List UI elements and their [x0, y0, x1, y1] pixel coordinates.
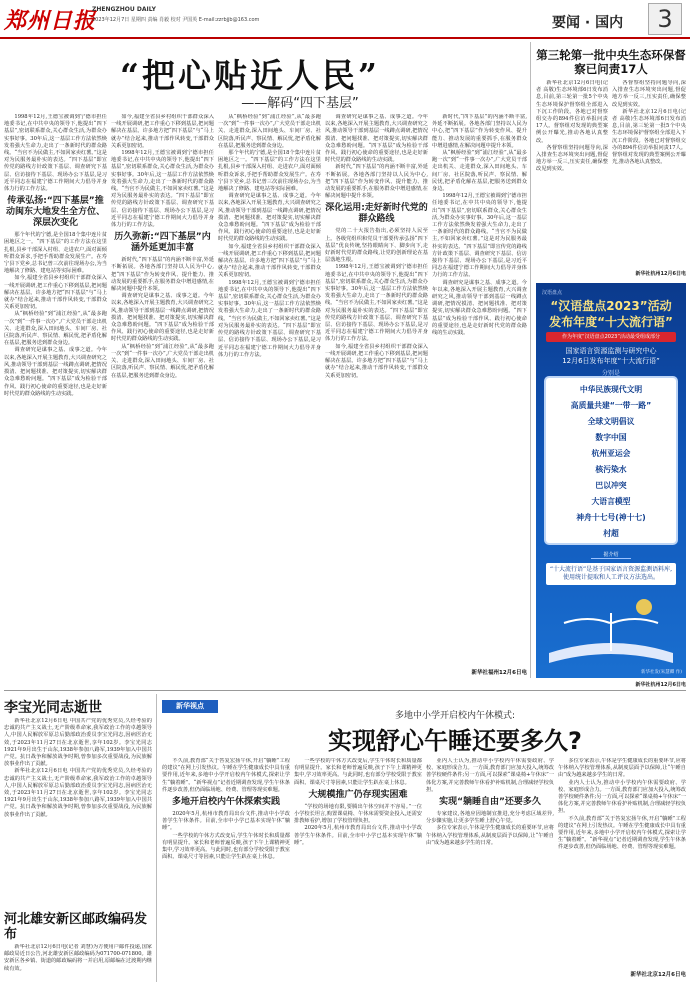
inspection-credit: 新华社杭州12月6日电 — [635, 271, 686, 277]
nap-text: 不久前,教育部“关于答复宏扬午休,开启“躺睡”工程的建议”在网上引发热议。午睡在学生健康成长中具有重要作用,近年来,多地中小学开启校内午休模式,探索让学生“躺着睡”。“新华视点”记者近期调查发现,学生午休条件逐步改善,但仍面临场地、经费、管理等现实难题。 — [162, 758, 290, 793]
inspection-column-2 — [612, 80, 686, 280]
nap-text: 专家建议,各地应因地制宜推进,充分考虑区域差异,分步骤实施,让更多学生睡上舒心午觉。 — [426, 811, 554, 825]
newspaper-logo: 郑州日报 — [4, 8, 97, 34]
buzzword-item: 大语言模型 — [591, 497, 631, 506]
page-number: 3 — [648, 3, 682, 35]
obituary-headline: 李宝光同志逝世 — [4, 700, 102, 716]
nap-column-1 — [162, 758, 290, 978]
lead-text: 从“枫桥经验”到“浦江经验”,从“最多跑一次”到“一件事一次办”,广大党员干部走出机关、走进群众,深入田间地头、车间厂房、社区院落,听民声、察民情、解民忧,把矛盾化解在基层,把服务送到群众身边。 — [218, 114, 321, 149]
lead-text: 新时代,“四下基层”的内涵不断丰富,外延不断拓展。各地各部门坚持以人民为中心,把“四下基层”作为转变作风、提升能力、推动发展的重要抓手,在服务群众中增进感情,在解决问题中提升本领。 — [432, 114, 527, 149]
divider-vertical — [156, 694, 157, 982]
lead-subheadline: ——解码“四下基层” — [241, 96, 359, 111]
lead-text: 新时代,“四下基层”的内涵不断丰富,外延不断拓展。各地各部门坚持以人民为中心,把“四下基层”作为转变作风、提升能力、推动发展的重要抓手,在服务群众中增进感情,在解决问题中提升本领。 — [325, 164, 428, 200]
lead-column-1 — [4, 114, 107, 666]
lead-text: 1998年12月,王德宝被调到宁德市担任地委书记,在中共中央的领导下,他提出“四下基层”,密切联系群众,关心群众生活,为群众办实事好事。30年后,这一基层工作方法依然焕发着强大生命力,走出了一条新时代的群众路线。“当官不为民做主,不如回家卖红薯。”这是对为民服务最朴实的表达。“四下基层”即宣传党的路线方针政策下基层、调查研究下基层、信访接待下基层、现场办公下基层,是习近平同志在福建宁德工作期间大力倡导并身体力行的工作方法。 — [111, 150, 214, 229]
lead-column-2 — [111, 114, 214, 666]
inspection-text: 各督察组坚持问题导向,深入排查生态环境突出问题,督促地方举一反三,压实责任,确保整改见到实效。 — [536, 144, 608, 173]
lead-column-5 — [432, 114, 527, 666]
lead-text: 调查研究是谋事之基、成事之道。今年以来,各地深入开展主题教育,大兴调查研究之风,推动领导干部到基层一线蹲点调研,把情况摸清、把问题找准、把对策提实,切实解决群众急难愁盼问题。“四下基层”成为检验干部作风、践行初心使命的重要途径,也是走好新时代党的群众路线的生动实践。 — [432, 279, 527, 337]
lead-text: 1998年12月,王德宝被调到宁德市担任地委书记,在中共中央的领导下,他提出“四下基层”,密切联系群众,关心群众生活,为群众办实事好事。30年后,这一基层工作方法依然焕发着强大生命力,走出了一条新时代的群众路线。“当官不为民做主,不如回家卖红薯。”这是对为民服务最朴实的表达。“四下基层”即宣传党的路线方针政策下基层、调查研究下基层、信访接待下基层、现场办公下基层,是习近平同志在福建宁德工作期间大力倡导并身体力行的工作方法。 — [218, 279, 321, 358]
inspection-text: 新华社北京12月6日电(记者 高敬)生态环境部6日发布消息,目前,第三轮第一批5个中央生态环境保护督察组全部进入下沉工作阶段。各地已对督察组交办的894件信访举报问责17人。督察组对发现的典型案例公开曝光,推动各地认真整改。 — [612, 108, 686, 166]
nap-section-label: 新华视点 — [162, 700, 218, 713]
inspection-headline: 第三轮第一批中央生态环保督察已问责17人 — [536, 48, 686, 76]
masthead — [0, 0, 690, 38]
section-divider — [4, 690, 686, 691]
nap-headline: 实现舒心午睡还要多久? — [328, 727, 582, 755]
lead-text: 党的二十大报告指出,必须坚持人民至上。各级党组织和党员干部要传承弘扬“四下基层”优良传统,坚持眼睛向下、脚步向下,走好新时代党的群众路线,让党的创新理论在基层落地生根。 — [325, 228, 428, 264]
buzzword-item: 巴以冲突 — [595, 481, 627, 490]
date-line: 2023年12月7日 星期四 责编 肖毅 校对 尹国英 E-mail:zzrbjjb@163.com — [92, 17, 260, 23]
inspection-text: 新华社北京12月6日电(记者 高敬)生态环境部6日发布消息,目前,第三轮第一批5个中央生态环境保护督察组全部进入下沉工作阶段。各地已对督察组交办的894件信访举报问责17人。督察组对发现的典型案例公开曝光,推动各地认真整改。 — [536, 80, 608, 144]
nap-text: 业内人士认为,推动中小学校内午休需要政府、学校、家庭形成合力。一方面,教育部门应加大投入,统筹改善学校硬件条件;另一方面,可以探索“课桌椅+午休床”一体化方案,并完善教师午休看护补贴机制,合理减轻学校负担。 — [558, 779, 686, 815]
nap-column-2 — [294, 758, 422, 978]
lead-text: 从“枫桥经验”到“浦江经验”,从“最多跑一次”到“一件事一次办”,广大党员干部走出机关、走进群众,深入田间地头、车间厂房、社区院落,听民声、察民情、解民忧,把矛盾化解在基层,把服务送到群众身边。 — [111, 343, 214, 379]
inspection-text: 各督察组坚持问题导向,深入排查生态环境突出问题,督促地方举一反三,压实责任,确保整改见到实效。 — [612, 80, 686, 108]
lead-text: 调查研究是谋事之基、成事之道。今年以来,各地深入开展主题教育,大兴调查研究之风,推动领导干部到基层一线蹲点调研,把情况摸清、把问题找准、把对策提实,切实解决群众急难愁盼问题。“四下基层”成为检验干部作风、践行初心使命的重要途径,也是走好新时代党的群众路线的生动实践。 — [325, 114, 428, 164]
buzzword-note-2: 12月6日发布年度“十大流行语” — [562, 357, 660, 365]
lead-subhead-2: 历久弥新:“四下基层”内涵外延更加丰富 — [114, 232, 211, 254]
buzzword-item: 全球文明倡议 — [587, 417, 635, 426]
book-illustration — [636, 599, 652, 615]
buzzword-credit: 新华社杭州12月6日电 — [635, 682, 686, 688]
lead-subhead-1: 传承弘扬:“四下基层”推动闽东大地发生全方位、深层次变化 — [5, 196, 105, 229]
obituary-text: 新华社北京12月6日电 中国共产党的优秀党员,久经考验的忠诚的共产主义战士,无产阶级革命家,我军政治工作的卓越领导人,中国人民解放军原总后勤部政治委员李宝光同志,因病医治无效,于2023年11月27日在北京逝世,享年102岁。李宝光同志1921年9月出生于山东,1938年参加八路军,1939年加入中国共产党。抗日战争和解放战争时期,曾参加多次重要战役,为民族解放事业作出了贡献。 — [4, 768, 152, 818]
inspection-column-1 — [536, 80, 608, 280]
buzzword-panel — [536, 283, 686, 678]
nap-column-4 — [558, 758, 686, 968]
buzzword-list-card — [546, 378, 676, 543]
lead-text: 如今,福建全省县乡村组织干部群众深入一线开展调研,把工作重心下移到基层,把问题解决在基层。许多地方把“四下基层”与“马上就办”结合起来,推动干部作风转变,干部群众关系更加密切。 — [4, 275, 107, 311]
lead-credit: 新华社福州12月6日电 — [471, 670, 527, 676]
obituary-body — [4, 718, 152, 908]
postcode-headline — [4, 912, 152, 942]
nap-column-3 — [426, 758, 554, 978]
buzzword-title-2: 发布年度“十大流行语” — [549, 315, 673, 329]
buzzword-item: 村超 — [603, 529, 619, 538]
masthead-divider — [0, 37, 690, 39]
nap-text: 多位专家表示,午休是学生健康成长的重要环节,应将午休纳入学校管理体系,从制度层面予以保障,让“午睡自由”成为越来越多学生的日常。 — [426, 825, 554, 846]
buzzword-note-1: 国家语言资源监测与研究中心 — [565, 347, 657, 355]
nap-text: 不久前,教育部“关于答复宏扬午休,开启“躺睡”工程的建议”在网上引发热议。午睡在学生健康成长中具有重要作用,近年来,多地中小学开启校内午休模式,探索让学生“躺着睡”。“新华视点”记者近期调查发现,学生午休条件逐步改善,但仍面临场地、经费、管理等现实难题。 — [558, 815, 686, 851]
lead-text: 新时代,“四下基层”的内涵不断丰富,外延不断拓展。各地各部门坚持以人民为中心,把“四下基层”作为转变作风、提升能力、推动发展的重要抓手,在服务群众中增进感情,在解决问题中提升本领。 — [111, 257, 214, 293]
lead-text: 如今,福建全省县乡村组织干部群众深入一线开展调研,把工作重心下移到基层,把问题解决在基层。许多地方把“四下基层”与“马上就办”结合起来,推动干部作风转变,干部群众关系更加密切。 — [325, 343, 428, 379]
lead-text: 如今,福建全省县乡村组织干部群众深入一线开展调研,把工作重心下移到基层,把问题解决在基层。许多地方把“四下基层”与“马上就办”结合起来,推动干部作风转变,干部群众关系更加密切。 — [111, 114, 214, 149]
lead-text: 从“枫桥经验”到“浦江经验”,从“最多跑一次”到“一件事一次办”,广大党员干部走出机关、走进群众,深入田间地头、车间厂房、社区院落,听民声、察民情、解民忧,把矛盾化解在基层,把服务送到群众身边。 — [432, 150, 527, 193]
buzzword-item: 中华民族现代文明 — [579, 385, 643, 394]
postcode-body — [4, 944, 152, 982]
postcode-title: 河北雄安新区邮政编码发布 — [4, 912, 148, 942]
nap-text: 2020年5月,杭州市教育局出台文件,推动中小学改善学生午休条件。目前,全市中小学已基本实现午休“躺睡”。 — [162, 811, 290, 832]
buzzword-list — [546, 378, 676, 546]
lead-text: 如今,福建全省县乡村组织干部群众深入一线开展调研,把工作重心下移到基层,把问题解决在基层。许多地方把“四下基层”与“马上就办”结合起来,推动干部作风转变,干部群众关系更加密切。 — [218, 243, 321, 279]
nap-text: 多位专家表示,午休是学生健康成长的重要环节,应将午休纳入学校管理体系,从制度层面予以保障,让“午睡自由”成为越来越多学生的日常。 — [558, 758, 686, 779]
lead-text: 1998年12月,王德宝被调到宁德市担任地委书记,在中共中央的领导下,他提出“四下基层”,密切联系群众,关心群众生活,为群众办实事好事。30年后,这一基层工作方法依然焕发着强大生命力,走出了一条新时代的群众路线。“当官不为民做主,不如回家卖红薯。”这是对为民服务最朴实的表达。“四下基层”即宣传党的路线方针政策下基层、调查研究下基层、信访接待下基层、现场办公下基层,是习近平同志在福建宁德工作期间大力倡导并身体力行的工作方法。 — [325, 264, 428, 343]
lead-column-3 — [218, 114, 321, 666]
nap-subhead-1: 多地开启校内午休探索实践 — [171, 797, 280, 808]
buzzword-label: 汉语盘点 — [542, 290, 563, 296]
nap-text: 一些学校的午休方式改变后,学生午休时长和质量都有明显提升。家长和老师普遍反映,孩子下午上课精神更集中,学习效率更高。与此同时,也有部分学校受限于教室面积、课桌尺寸等因素,只能让学生趴在桌上休息。 — [294, 758, 422, 786]
obituary-text: 新华社北京12月6日电 中国共产党的优秀党员,久经考验的忠诚的共产主义战士,无产阶级革命家,我军政治工作的卓越领导人,中国人民解放军原总后勤部政治委员李宝光同志,因病医治无效,于2023年11月27日在北京逝世,享年102岁。李宝光同志1921年9月出生于山东,1938年参加八路军,1939年加入中国共产党。抗日战争和解放战争时期,曾参加多次重要战役,为民族解放事业作出了贡献。 — [4, 718, 152, 768]
nap-text: 2020年5月,杭州市教育局出台文件,推动中小学改善学生午休条件。目前,全市中小学已基本实现午休“躺睡”。 — [294, 825, 422, 846]
lead-subhead-3: 深化运用:走好新时代党的群众路线 — [325, 203, 428, 225]
nap-subhead-3: 实现“躺睡自由”还要多久 — [439, 797, 541, 808]
buzzword-tag: 作为年度“汉语盘点2023”活动最受组成部分 — [546, 332, 676, 342]
nap-subhead-2: 大规模推广仍存现实困难 — [308, 789, 408, 800]
lead-text: 调查研究是谋事之基、成事之道。今年以来,各地深入开展主题教育,大兴调查研究之风,推动领导干部到基层一线蹲点调研,把情况摸清、把问题找准、把对策提实,切实解决群众急难愁盼问题。“四下基层”成为检验干部作风、践行初心使命的重要途径,也是走好新时代党的群众路线的生动实践。 — [111, 293, 214, 343]
buzzword-footer-tag: 据介绍 — [591, 551, 631, 559]
book-illustration — [564, 613, 658, 651]
lead-text: 从“枫桥经验”到“浦江经验”,从“最多跑一次”到“一件事一次办”,广大党员干部走出机关、走进群众,深入田间地头、车间厂房、社区院落,听民声、察民情、解民忧,把矛盾化解在基层,把服务送到群众身边。 — [4, 311, 107, 347]
nap-text: 一些学校的午休方式改变后,学生午休时长和质量都有明显提升。家长和老师普遍反映,孩子下午上课精神更集中,学习效率更高。与此同时,也有部分学校受限于教室面积、课桌尺寸等因素,只能让学生趴在桌上休息。 — [162, 832, 290, 861]
lead-text: 那个年代的宁德,是全国18个集中连片贫困地区之一。“四下基层”的工作方法在这里扎根,县乡干部深入村组、走进农户,面对面倾听群众诉求,手把手帮助群众发展生产。在寿宁县下党乡,总书记曾三次前往现场办公,为当地解决了修路、建电站等实际困难。 — [4, 232, 107, 275]
buzzword-source: 新华社发(朱慧卿 作) — [641, 670, 682, 675]
buzzword-item: 核污染水 — [595, 465, 627, 474]
buzzword-item: 高质量共建“一带一路” — [570, 401, 652, 410]
buzzword-intro: 分别是 — [601, 370, 620, 377]
buzzword-item: 数字中国 — [595, 433, 627, 442]
divider-vertical — [530, 42, 531, 678]
postcode-text: 新华社北京12月6日电(记者 刘慧)为方便用户邮件投递,国家邮政局近日公告,河北雄安新区邮政编码为071700-071800。雄安新区各乡镇、街道的邮政编码将一并启用,原邮编在过渡期内继续有效。 — [4, 944, 152, 972]
lead-text: 调查研究是谋事之基、成事之道。今年以来,各地深入开展主题教育,大兴调查研究之风,推动领导干部到基层一线蹲点调研,把情况摸清、把问题找准、把对策提实,切实解决群众急难愁盼问题。“四下基层”成为检验干部作风、践行初心使命的重要途径,也是走好新时代党的群众路线的生动实践。 — [218, 193, 321, 243]
section-title: 要闻 · 国内 — [552, 15, 624, 31]
nap-credit: 新华社北京12月6日电 — [630, 972, 686, 978]
book-illustration — [544, 593, 678, 665]
buzzword-item: 杭州亚运会 — [591, 449, 631, 458]
buzzword-item: 神舟十七号(神十七) — [576, 513, 646, 522]
nap-text: “学校的场地有限,要腾出午休空间并不容易。”一位小学校长坦言,购置课桌椅、午休床需要资金投入,还需安排教师看护,增加了学校管理负担。 — [294, 803, 422, 825]
lead-column-4 — [325, 114, 428, 666]
lead-text: 1998年12月,王德宝被调到宁德市担任地委书记,在中共中央的领导下,他提出“四下基层”,密切联系群众,关心群众生活,为群众办实事好事。30年后,这一基层工作方法依然焕发着强大生命力,走出了一条新时代的群众路线。“当官不为民做主,不如回家卖红薯。”这是对为民服务最朴实的表达。“四下基层”即宣传党的路线方针政策下基层、调查研究下基层、信访接待下基层、现场办公下基层,是习近平同志在福建宁德工作期间大力倡导并身体力行的工作方法。 — [432, 193, 527, 279]
newspaper-name-en: ZHENGZHOU DAILY — [92, 6, 156, 13]
nap-kicker: 多地中小学开启校内午休模式: — [394, 711, 516, 721]
lead-text: 1998年12月,王德宝被调到宁德市担任地委书记,在中共中央的领导下,他提出“四下基层”,密切联系群众,关心群众生活,为群众办实事好事。30年后,这一基层工作方法依然焕发着强大生命力,走出了一条新时代的群众路线。“当官不为民做主,不如回家卖红薯。”这是对为民服务最朴实的表达。“四下基层”即宣传党的路线方针政策下基层、调查研究下基层、信访接待下基层、现场办公下基层,是习近平同志在福建宁德工作期间大力倡导并身体力行的工作方法。 — [4, 114, 107, 193]
nap-text: 业内人士认为,推动中小学校内午休需要政府、学校、家庭形成合力。一方面,教育部门应加大投入,统筹改善学校硬件条件;另一方面,可以探索“课桌椅+午休床”一体化方案,并完善教师午休看护补贴机制,合理减轻学校负担。 — [426, 758, 554, 793]
buzzword-title-1: “汉语盘点2023”活动 — [550, 299, 672, 313]
lead-text: 调查研究是谋事之基、成事之道。今年以来,各地深入开展主题教育,大兴调查研究之风,推动领导干部到基层一线蹲点调研,把情况摸清、把问题找准、把对策提实,切实解决群众急难愁盼问题。“四下基层”成为检验干部作风、践行初心使命的重要途径,也是走好新时代党的群众路线的生动实践。 — [4, 347, 107, 397]
lead-text: 那个年代的宁德,是全国18个集中连片贫困地区之一。“四下基层”的工作方法在这里扎根,县乡干部深入村组、走进农户,面对面倾听群众诉求,手把手帮助群众发展生产。在寿宁县下党乡,总书记曾三次前往现场办公,为当地解决了修路、建电站等实际困难。 — [218, 150, 321, 193]
lead-headline: “把心贴近人民” — [120, 56, 380, 95]
buzzword-footer: “十大流行语”是基于国家语言资源监测语料库,使用统计提取和人工评议方法选出。 — [546, 563, 676, 585]
